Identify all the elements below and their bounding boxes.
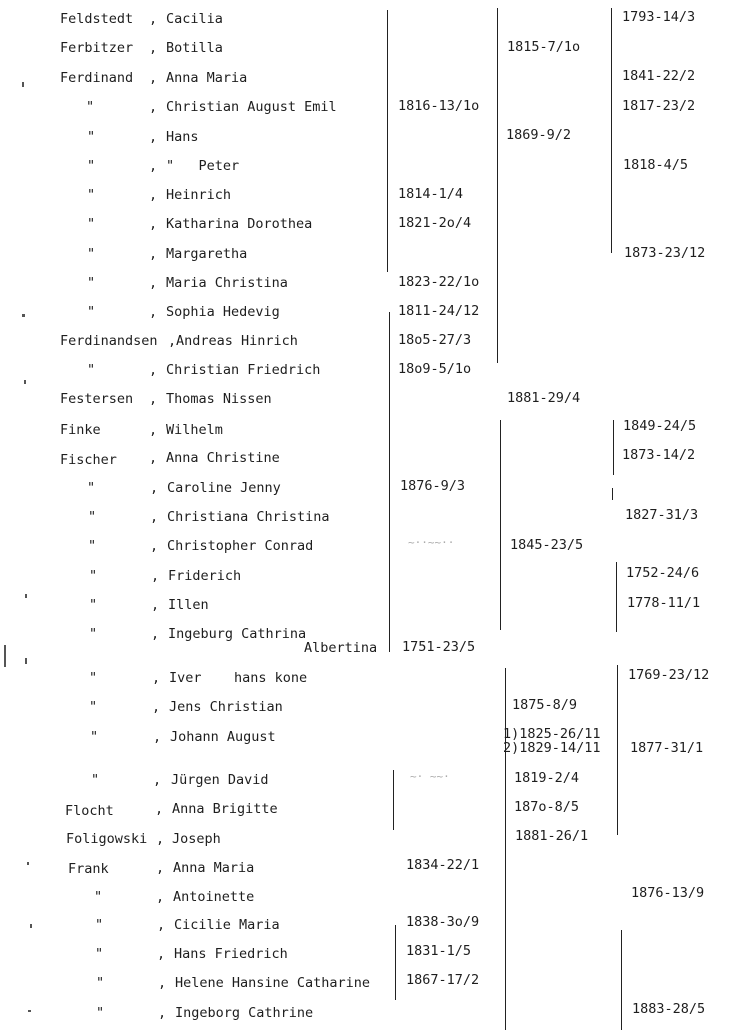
- entry-date-col2: 1831-1/5: [406, 943, 472, 959]
- entry-separator: ,: [152, 699, 161, 715]
- entry-date-col4: 1769-23/12: [628, 667, 710, 683]
- entry-given-names: Christian August Emil: [166, 99, 337, 115]
- entry-ditto-mark: ": [87, 480, 96, 496]
- entry-separator: ,: [149, 187, 158, 203]
- column-rule-1d: [395, 925, 396, 1000]
- entry-surname: Feldstedt: [60, 11, 134, 27]
- entry-ditto-mark: ": [90, 729, 99, 745]
- entry-separator: ,: [157, 917, 166, 933]
- scan-speck: [22, 314, 25, 317]
- entry-given-names: Christian Friedrich: [166, 362, 321, 378]
- entry-separator: ,: [149, 11, 158, 27]
- entry-ditto-mark: ": [89, 597, 98, 613]
- column-rule-3d: [616, 562, 617, 632]
- entry-separator: ,: [149, 362, 158, 378]
- entry-separator: ,: [149, 450, 158, 466]
- entry-date-col2: 1867-17/2: [406, 972, 480, 988]
- column-rule-3e: [617, 665, 618, 835]
- entry-separator: ,: [149, 158, 158, 174]
- entry-ditto-mark: ": [87, 275, 96, 291]
- entry-date-col4: 1817-23/2: [622, 98, 696, 114]
- entry-separator: ,: [157, 946, 166, 962]
- entry-surname: Finke: [60, 422, 101, 438]
- entry-date-col4: 1873-23/12: [624, 245, 706, 261]
- column-rule-1c: [393, 770, 394, 830]
- column-rule-2b: [500, 420, 501, 630]
- entry-separator: ,: [153, 772, 162, 788]
- entry-separator: ,: [150, 509, 159, 525]
- entry-date-col2: 1838-3o/9: [406, 914, 480, 930]
- entry-separator: ,: [149, 304, 158, 320]
- column-rule-3f: [621, 930, 622, 1030]
- column-rule-1b: [389, 312, 390, 652]
- entry-ditto-mark: ": [89, 699, 98, 715]
- entry-given-names: Anna Maria: [173, 860, 255, 876]
- entry-ditto-mark: ": [87, 187, 96, 203]
- entry-date-col4: 1752-24/6: [626, 565, 700, 581]
- entry-surname: Ferdinand: [60, 70, 134, 86]
- entry-separator: ,: [149, 216, 158, 232]
- entry-given-names: Thomas Nissen: [166, 391, 272, 407]
- column-rule-1a: [387, 10, 388, 272]
- scan-speck: [25, 594, 27, 598]
- entry-date-col3-second: 2)1829-14/11: [503, 740, 601, 756]
- entry-date-col2: 18o9-5/1o: [398, 361, 472, 377]
- entry-separator: ,: [156, 860, 165, 876]
- scan-speck: [27, 862, 29, 865]
- entry-date-col4: 1841-22/2: [622, 68, 696, 84]
- entry-given-names: Friderich: [168, 568, 242, 584]
- entry-given-names: Hans: [166, 129, 199, 145]
- entry-separator: ,: [153, 729, 162, 745]
- entry-given-names: Iver hans kone: [169, 670, 308, 686]
- entry-given-names: Heinrich: [166, 187, 232, 203]
- entry-given-names: Illen: [168, 597, 209, 613]
- entry-given-names: Ingeborg Cathrine: [175, 1005, 314, 1021]
- entry-surname: Fischer: [60, 452, 117, 468]
- entry-separator: ,: [149, 40, 158, 56]
- entry-date-col2: 1751-23/5: [402, 639, 476, 655]
- entry-separator: ,: [150, 538, 159, 554]
- entry-ditto-mark: ": [87, 158, 96, 174]
- entry-date-col3: 1869-9/2: [506, 127, 572, 143]
- entry-ditto-mark: ": [88, 538, 97, 554]
- entry-surname: Festersen: [60, 391, 134, 407]
- entry-given-names: Jürgen David: [171, 772, 269, 788]
- entry-given-names: Cicilie Maria: [174, 917, 280, 933]
- entry-surname: Flocht: [65, 803, 114, 819]
- entry-given-names: Cacilia: [166, 11, 223, 27]
- entry-separator: ,: [168, 333, 177, 349]
- entry-given-names: Helene Hansine Catharine: [175, 975, 371, 991]
- entry-surname: Frank: [68, 861, 109, 877]
- entry-date-col2: 1811-24/12: [398, 303, 480, 319]
- entry-given-names: Katharina Dorothea: [166, 216, 313, 232]
- entry-separator: ,: [151, 568, 160, 584]
- entry-date-col3: 1881-29/4: [507, 390, 581, 406]
- column-rule-3c: [612, 488, 613, 500]
- entry-date-col4: 1827-31/3: [625, 507, 699, 523]
- entry-date-col4: 1793-14/3: [622, 9, 696, 25]
- entry-date-col3: 187o-8/5: [514, 799, 580, 815]
- entry-date-col3: 1815-7/1o: [507, 39, 581, 55]
- entry-given-names: Sophia Hedevig: [166, 304, 280, 320]
- column-rule-3a: [611, 8, 612, 253]
- entry-given-names: Johann August: [170, 729, 276, 745]
- entry-given-names: Andreas Hinrich: [176, 333, 298, 349]
- entry-separator: ,: [149, 99, 158, 115]
- entry-date-col4: 1873-14/2: [622, 447, 696, 463]
- entry-given-names: Botilla: [166, 40, 223, 56]
- column-rule-2c: [505, 668, 506, 1030]
- entry-date-col2: 1814-1/4: [398, 186, 464, 202]
- entry-given-names: Ingeburg Cathrina: [168, 626, 307, 642]
- entry-ditto-mark: ": [89, 670, 98, 686]
- entry-ditto-mark: ": [95, 917, 104, 933]
- scan-speck: [25, 658, 27, 664]
- entry-ditto-mark: ": [89, 568, 98, 584]
- entry-separator: ,: [155, 801, 164, 817]
- entry-date-col2: 1876-9/3: [400, 478, 466, 494]
- entry-given-names: Anna Brigitte: [172, 801, 278, 817]
- entry-given-names: Antoinette: [173, 889, 255, 905]
- entry-given-names: Hans Friedrich: [174, 946, 288, 962]
- faint-scribble: ~⋅⋅~~⋅⋅: [408, 536, 455, 549]
- entry-surname: Ferdinandsen: [60, 333, 158, 349]
- entry-separator: ,: [149, 275, 158, 291]
- entry-separator: ,: [149, 391, 158, 407]
- entry-ditto-mark: ": [87, 129, 96, 145]
- entry-ditto-mark: ": [94, 889, 103, 905]
- entry-separator: ,: [152, 670, 161, 686]
- entry-separator: ,: [158, 1005, 167, 1021]
- entry-date-col2: 1816-13/1o: [398, 98, 480, 114]
- scan-speck: [28, 1010, 31, 1012]
- entry-date-col4: 1876-13/9: [631, 885, 705, 901]
- entry-given-names: " Peter: [166, 158, 240, 174]
- entry-date-col2: 1823-22/1o: [398, 274, 480, 290]
- entry-given-names: Anna Maria: [166, 70, 248, 86]
- entry-separator: ,: [149, 246, 158, 262]
- entry-ditto-mark: ": [88, 509, 97, 525]
- entry-given-names-continued: Albertina: [304, 640, 378, 656]
- scan-speck: [4, 645, 6, 667]
- entry-given-names: Jens Christian: [169, 699, 283, 715]
- entry-given-names: Maria Christina: [166, 275, 288, 291]
- entry-date-col4: 1818-4/5: [623, 157, 689, 173]
- entry-separator: ,: [150, 480, 159, 496]
- entry-date-col3: 1881-26/1: [515, 828, 589, 844]
- entry-date-col2: 1821-2o/4: [398, 215, 472, 231]
- entry-ditto-mark: ": [91, 772, 100, 788]
- entry-given-names: Christiana Christina: [167, 509, 330, 525]
- entry-date-col3: 1819-2/4: [514, 770, 580, 786]
- entry-ditto-mark: ": [87, 362, 96, 378]
- entry-ditto-mark: ": [95, 946, 104, 962]
- entry-date-col3-first: 1)1825-26/11: [503, 726, 601, 742]
- faint-scribble: ~⋅ ~~⋅: [410, 770, 450, 783]
- entry-date-col4: 1883-28/5: [632, 1001, 706, 1017]
- scan-speck: [24, 380, 26, 384]
- entry-ditto-mark: ": [96, 1005, 105, 1021]
- entry-surname: Ferbitzer: [60, 40, 134, 56]
- entry-given-names: Wilhelm: [166, 422, 223, 438]
- entry-date-col4: 1877-31/1: [630, 740, 704, 756]
- entry-ditto-mark: ": [87, 304, 96, 320]
- entry-separator: ,: [156, 889, 165, 905]
- entry-date-col2: 1834-22/1: [406, 857, 480, 873]
- scan-speck: [22, 82, 24, 87]
- entry-ditto-mark: ": [96, 975, 105, 991]
- entry-date-col4: 1778-11/1: [627, 595, 701, 611]
- entry-date-col2: 18o5-27/3: [398, 332, 472, 348]
- entry-ditto-mark: ": [87, 246, 96, 262]
- entry-separator: ,: [149, 422, 158, 438]
- entry-separator: ,: [151, 626, 160, 642]
- entry-surname: Foligowski: [66, 831, 148, 847]
- entry-date-col3: 1875-8/9: [512, 697, 578, 713]
- entry-separator: ,: [156, 831, 165, 847]
- entry-given-names: Margaretha: [166, 246, 248, 262]
- entry-ditto-mark: ": [89, 626, 98, 642]
- entry-separator: ,: [149, 129, 158, 145]
- entry-given-names: Caroline Jenny: [167, 480, 281, 496]
- entry-given-names: Christopher Conrad: [167, 538, 314, 554]
- entry-ditto-mark: ": [87, 216, 96, 232]
- column-rule-2a: [497, 8, 498, 363]
- entry-given-names: Anna Christine: [166, 450, 280, 466]
- column-rule-3b: [613, 420, 614, 475]
- entry-date-col3: 1845-23/5: [510, 537, 584, 553]
- entry-separator: ,: [151, 597, 160, 613]
- entry-given-names: Joseph: [172, 831, 221, 847]
- entry-separator: ,: [158, 975, 167, 991]
- scan-speck: [30, 924, 32, 928]
- entry-date-col4: 1849-24/5: [623, 418, 697, 434]
- entry-separator: ,: [149, 70, 158, 86]
- entry-ditto-mark: ": [86, 99, 95, 115]
